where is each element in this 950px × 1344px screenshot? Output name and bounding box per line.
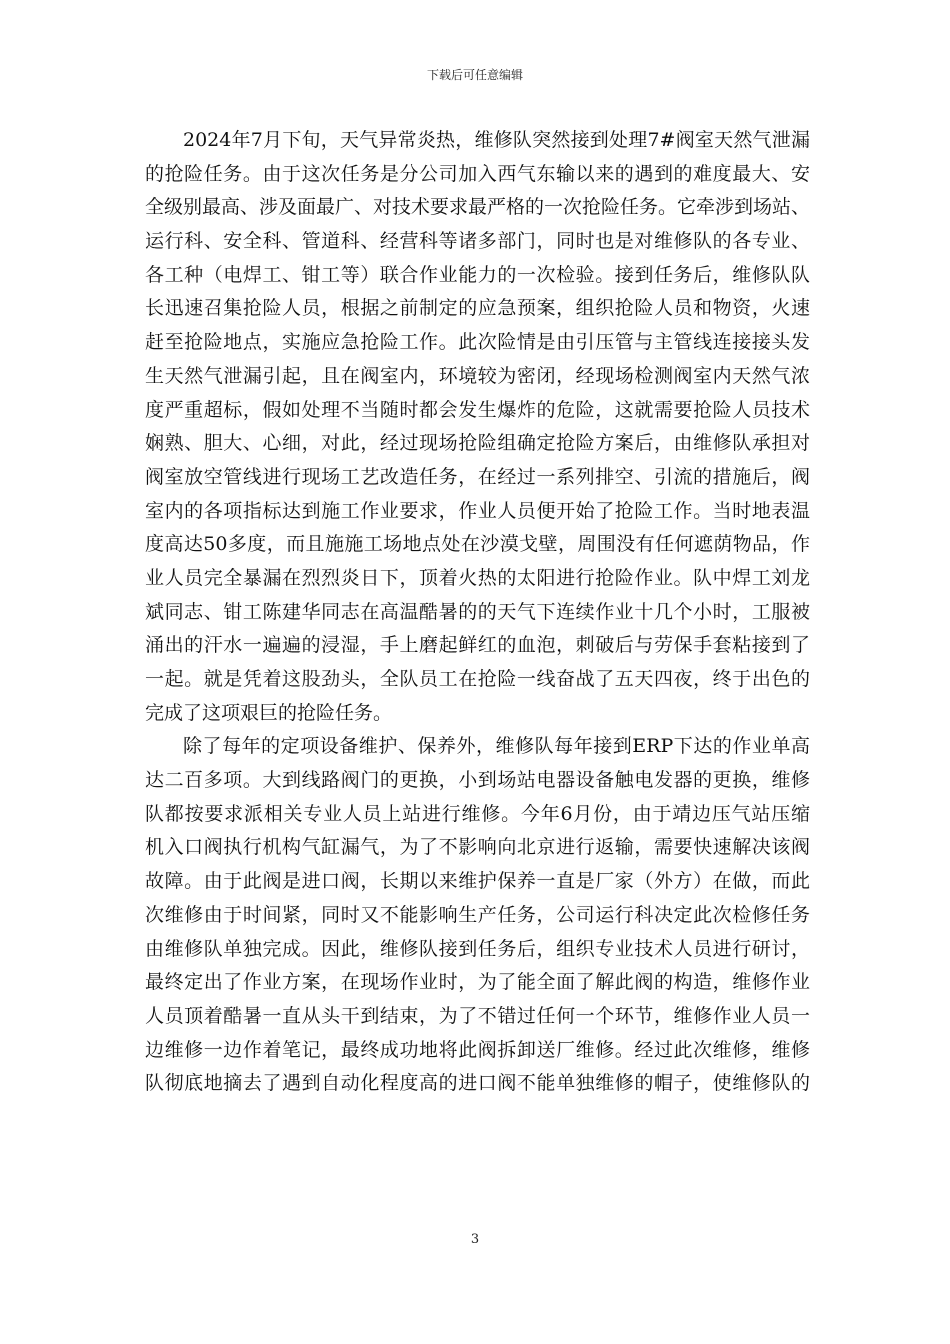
text-line: 达二百多项。大到线路阀门的更换，小到场站电器设备触电发器的更换，维修: [145, 769, 810, 792]
text-line: 次维修由于时间紧，同时又不能影响生产任务，公司运行科决定此次检修任务: [145, 903, 810, 926]
text-line: 各工种（电焊工、钳工等）联合作业能力的一次检验。接到任务后，维修队队: [145, 263, 810, 286]
text-line: 机入口阀执行机构气缸漏气，为了不影响向北京进行返输，需要快速解决该阀: [145, 836, 810, 859]
text-line: 最终定出了作业方案，在现场作业时，为了能全面了解此阀的构造，维修作业: [145, 971, 810, 994]
text-line: 阀室放空管线进行现场工艺改造任务，在经过一系列排空、引流的措施后，阀: [145, 465, 810, 488]
page-header: 下载后可任意编辑: [426, 68, 523, 82]
text-line: 队彻底地摘去了遇到自动化程度高的进口阀不能单独维修的帽子，使维修队的: [145, 1072, 810, 1095]
text-line: 由维修队单独完成。因此，维修队接到任务后，组织专业技术人员进行研讨，: [145, 937, 810, 960]
page-number: 3: [470, 1232, 480, 1247]
paragraph-2: [145, 730, 810, 1101]
text-line: 除了每年的定项设备维护、保养外，维修队每年接到ERP下达的作业单高: [183, 735, 810, 758]
text-line: 边维修一边作着笔记，最终成功地将此阀拆卸送厂维修。经过此次维修，维修: [145, 1038, 810, 1061]
text-line: 室内的各项指标达到施工作业要求，作业人员便开始了抢险工作。当时地表温: [145, 499, 810, 522]
text-line: 故障。由于此阀是进口阀，长期以来维护保养一直是厂家（外方）在做，而此: [145, 870, 810, 893]
text-line: 全级别最高、涉及面最广、对技术要求最严格的一次抢险任务。它牵涉到场站、: [145, 196, 811, 219]
document-body: [145, 124, 810, 1101]
text-line: 人员顶着酷暑一直从头干到结束，为了不错过任何一个环节，维修作业人员一: [145, 1004, 810, 1027]
paragraph-1: [145, 124, 810, 730]
text-line: 娴熟、胆大、心细，对此，经过现场抢险组确定抢险方案后，由维修队承担对: [145, 432, 810, 455]
text-line: 斌同志、钳工陈建华同志在高温酷暑的的天气下连续作业十几个小时，工服被: [145, 600, 810, 623]
text-line: 生天然气泄漏引起，且在阀室内，环境较为密闭，经现场检测阀室内天然气浓: [145, 364, 810, 387]
text-line: 运行科、安全科、管道科、经营科等诸多部门，同时也是对维修队的各专业、: [145, 230, 810, 253]
text-line: 赶至抢险地点，实施应急抢险工作。此次险情是由引压管与主管线连接接头发: [145, 331, 810, 354]
text-line: 一起。就是凭着这股劲头，全队员工在抢险一线奋战了五天四夜，终于出色的: [145, 668, 810, 690]
text-line: 长迅速召集抢险人员，根据之前制定的应急预案，组织抢险人员和物资，火速: [145, 297, 810, 320]
text-line: 涌出的汗水一遍遍的浸湿，手上磨起鲜红的血泡，刺破后与劳保手套粘接到了: [145, 634, 810, 657]
text-line: 队都按要求派相关专业人员上站进行维修。今年6月份，由于靖边压气站压缩: [145, 802, 810, 825]
text-line: 度高达50多度，而且施施工场地点处在沙漠戈壁，周围没有任何遮荫物品，作: [145, 533, 810, 556]
text-line: 2024年7月下旬，天气异常炎热，维修队突然接到处理7#阀室天然气泄漏: [183, 129, 810, 151]
text-line: 的抢险任务。由于这次任务是分公司加入西气东输以来的遇到的难度最大、安: [145, 162, 810, 185]
text-line: 业人员完全暴漏在烈烈炎日下，顶着火热的太阳进行抢险作业。队中焊工刘龙: [145, 566, 810, 589]
text-line: 完成了这项艰巨的抢险任务。: [145, 701, 393, 724]
text-line: 度严重超标，假如处理不当随时都会发生爆炸的危险，这就需要抢险人员技术: [145, 398, 810, 421]
